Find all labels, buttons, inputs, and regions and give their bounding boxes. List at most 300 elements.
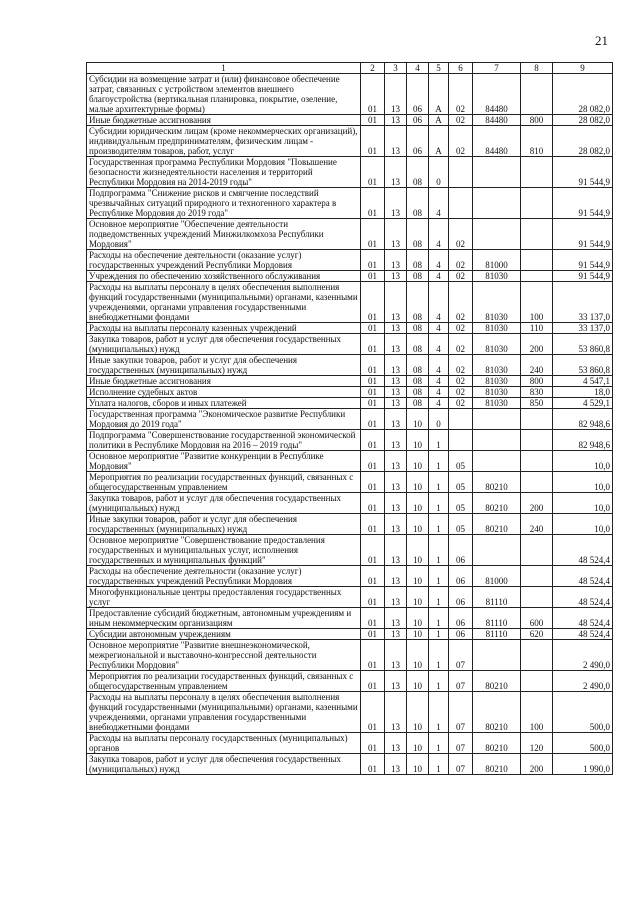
row-code-cell: 01 [361,514,385,535]
row-code-cell: 01 [361,219,385,250]
row-amount-cell: 1 990,0 [553,754,613,775]
row-code-cell: 13 [385,472,407,493]
header-cell: 2 [361,63,385,74]
row-code-cell: 10 [407,472,429,493]
row-code-cell: 08 [407,157,429,188]
row-code-cell: 4 [429,271,449,282]
row-code-cell: 02 [449,398,473,409]
row-code-cell: 200 [521,334,553,355]
row-code-cell: 13 [385,754,407,775]
row-code-cell: 13 [385,219,407,250]
table-row [87,387,613,398]
row-code-cell: 4 [429,250,449,271]
row-amount-cell: 10,0 [553,472,613,493]
row-code-cell: 13 [385,566,407,587]
row-code-cell [521,451,553,472]
row-code-cell: 13 [385,451,407,472]
row-code-cell: 01 [361,640,385,671]
row-amount-cell: 91 544,9 [553,188,613,219]
table-row [87,271,613,282]
row-code-cell: 84480 [473,74,521,115]
row-code-cell: 800 [521,115,553,126]
row-code-cell: 01 [361,430,385,451]
row-code-cell: 4 [429,334,449,355]
header-cell: 6 [449,63,473,74]
row-code-cell: 1 [429,472,449,493]
row-code-cell [521,640,553,671]
row-name-cell: Исполнение судебных актов [87,387,361,398]
table-row [87,671,613,692]
row-code-cell: 05 [449,493,473,514]
row-code-cell: 1 [429,671,449,692]
row-code-cell: 08 [407,188,429,219]
row-amount-cell: 48 524,4 [553,566,613,587]
header-row [87,63,613,74]
row-code-cell [521,472,553,493]
row-code-cell [473,409,521,430]
row-code-cell: 13 [385,430,407,451]
row-code-cell: 06 [407,126,429,157]
row-code-cell: 02 [449,334,473,355]
row-code-cell: 81030 [473,355,521,376]
row-amount-cell: 500,0 [553,733,613,754]
row-name-cell: Субсидии юридическим лицам (кроме некоммерческих организаций), индивидуальным предпринимателям, физическим лицам - производителям товаров, работ, услуг [87,126,361,157]
row-amount-cell: 82 948,6 [553,409,613,430]
row-code-cell: А [429,74,449,115]
row-code-cell: 01 [361,157,385,188]
row-code-cell: 10 [407,754,429,775]
row-code-cell: 01 [361,387,385,398]
row-code-cell: 4 [429,398,449,409]
row-code-cell: 1 [429,535,449,566]
row-code-cell [521,587,553,608]
row-code-cell: 02 [449,387,473,398]
row-name-cell: Основное мероприятие "Совершенствование предоставления государственных и муниципальных услуг, исполнения государственных и муниципальных функций" [87,535,361,566]
row-code-cell [473,219,521,250]
row-code-cell: 13 [385,323,407,334]
row-code-cell: 13 [385,640,407,671]
table-row [87,219,613,250]
row-name-cell: Закупка товаров, работ и услуг для обеспечения государственных (муниципальных) нужд [87,493,361,514]
row-code-cell: 01 [361,115,385,126]
row-code-cell [449,188,473,219]
row-code-cell: 4 [429,376,449,387]
header-cell: 4 [407,63,429,74]
row-code-cell: 01 [361,692,385,733]
row-code-cell: 13 [385,514,407,535]
row-code-cell: 13 [385,376,407,387]
row-code-cell: 02 [449,250,473,271]
row-amount-cell: 91 544,9 [553,271,613,282]
row-code-cell: 02 [449,323,473,334]
row-code-cell: 01 [361,409,385,430]
row-code-cell: 1 [429,640,449,671]
row-amount-cell: 10,0 [553,514,613,535]
header-cell: 8 [521,63,553,74]
row-code-cell: 06 [449,629,473,640]
row-code-cell: 10 [407,566,429,587]
row-code-cell: 08 [407,250,429,271]
page-number: 21 [595,33,608,48]
row-name-cell: Мероприятия по реализации государственных функций, связанных с общегосударственным управлением [87,472,361,493]
row-name-cell: Расходы на обеспечение деятельности (оказание услуг) государственных учреждений Республики Мордовия [87,566,361,587]
row-code-cell: 01 [361,398,385,409]
row-code-cell: 13 [385,334,407,355]
header-cell: 5 [429,63,449,74]
row-name-cell: Основное мероприятие "Развитие конкуренции в Республике Мордовия" [87,451,361,472]
row-code-cell: 07 [449,640,473,671]
row-code-cell: 620 [521,629,553,640]
row-code-cell: 0 [429,409,449,430]
table-row [87,282,613,323]
row-amount-cell: 91 544,9 [553,250,613,271]
table-row [87,250,613,271]
row-code-cell: 4 [429,355,449,376]
row-code-cell: 01 [361,334,385,355]
row-code-cell: 80210 [473,692,521,733]
row-code-cell: 08 [407,387,429,398]
row-name-cell: Закупка товаров, работ и услуг для обеспечения государственных (муниципальных) нужд [87,334,361,355]
row-amount-cell: 28 082,0 [553,126,613,157]
budget-table [86,62,613,775]
row-code-cell [521,219,553,250]
row-name-cell: Расходы на выплаты персоналу казенных учреждений [87,323,361,334]
table-row [87,514,613,535]
table-row [87,472,613,493]
row-code-cell [521,671,553,692]
header-cell: 3 [385,63,407,74]
row-name-cell: Иные закупки товаров, работ и услуг для обеспечения государственных (муниципальных) нужд [87,355,361,376]
row-amount-cell: 48 524,4 [553,629,613,640]
row-code-cell: 07 [449,671,473,692]
table-row [87,640,613,671]
row-code-cell: 1 [429,608,449,629]
row-amount-cell: 53 860,8 [553,355,613,376]
row-code-cell [521,566,553,587]
row-name-cell: Государственная программа "Экономическое развитие Республики Мордовия до 2019 года" [87,409,361,430]
row-code-cell: 81030 [473,398,521,409]
table-row [87,608,613,629]
header-cell: 1 [87,63,361,74]
row-code-cell: 06 [449,608,473,629]
row-code-cell: 01 [361,74,385,115]
row-code-cell: 80210 [473,493,521,514]
row-name-cell: Основное мероприятие "Обеспечение деятельности подведомственных учреждений Минжилкомхоза Республики Мордовия" [87,219,361,250]
table-row [87,629,613,640]
row-code-cell: 10 [407,493,429,514]
table-row [87,157,613,188]
row-code-cell: 120 [521,733,553,754]
row-code-cell: 110 [521,323,553,334]
row-code-cell: 10 [407,692,429,733]
row-code-cell: 200 [521,754,553,775]
row-code-cell: 80210 [473,733,521,754]
row-code-cell [473,188,521,219]
row-code-cell: 01 [361,451,385,472]
row-code-cell: 01 [361,629,385,640]
row-code-cell: 10 [407,733,429,754]
row-code-cell: 13 [385,387,407,398]
row-code-cell: 1 [429,566,449,587]
row-code-cell: 10 [407,535,429,566]
row-code-cell: 81110 [473,629,521,640]
table-row [87,535,613,566]
row-code-cell [521,430,553,451]
row-code-cell: 08 [407,219,429,250]
row-code-cell: 07 [449,754,473,775]
row-code-cell: 10 [407,640,429,671]
row-code-cell: 01 [361,608,385,629]
row-code-cell: 08 [407,323,429,334]
row-code-cell: 1 [429,754,449,775]
table-row [87,323,613,334]
row-amount-cell: 2 490,0 [553,671,613,692]
row-code-cell: 02 [449,271,473,282]
row-code-cell [473,535,521,566]
row-code-cell: 06 [407,74,429,115]
table-row [87,430,613,451]
row-code-cell [521,271,553,282]
row-code-cell: 01 [361,126,385,157]
row-amount-cell: 82 948,6 [553,430,613,451]
row-code-cell: 1 [429,451,449,472]
row-code-cell: 81110 [473,587,521,608]
row-amount-cell: 48 524,4 [553,535,613,566]
table-row [87,451,613,472]
row-code-cell: 80210 [473,514,521,535]
row-code-cell: 13 [385,398,407,409]
row-code-cell: 81030 [473,376,521,387]
row-code-cell: 01 [361,671,385,692]
row-code-cell: 10 [407,430,429,451]
row-amount-cell: 18,0 [553,387,613,398]
row-amount-cell: 500,0 [553,692,613,733]
row-code-cell: 08 [407,334,429,355]
row-code-cell: 01 [361,535,385,566]
row-code-cell: 08 [407,282,429,323]
row-code-cell: 81030 [473,271,521,282]
row-code-cell: 01 [361,188,385,219]
row-name-cell: Учреждения по обеспечению хозяйственного обслуживания [87,271,361,282]
row-code-cell: 06 [449,587,473,608]
row-code-cell: 1 [429,430,449,451]
table-row [87,754,613,775]
row-name-cell: Расходы на обеспечение деятельности (оказание услуг) государственных учреждений Республики Мордовия [87,250,361,271]
row-code-cell: 4 [429,219,449,250]
row-code-cell: 13 [385,115,407,126]
row-code-cell: 10 [407,451,429,472]
row-code-cell: 01 [361,733,385,754]
row-code-cell: 80210 [473,671,521,692]
row-code-cell: 100 [521,282,553,323]
row-code-cell: 02 [449,115,473,126]
row-code-cell: 13 [385,409,407,430]
row-code-cell [521,535,553,566]
row-code-cell: 13 [385,493,407,514]
row-name-cell: Основное мероприятие "Развитие внешнеэкономической, межрегиональной и выставочно-конгрессной деятельности Республики Мордовия" [87,640,361,671]
row-name-cell: Предоставление субсидий бюджетным, автономным учреждениям и иным некоммерческим организациям [87,608,361,629]
row-code-cell: 13 [385,535,407,566]
row-code-cell [521,157,553,188]
table-row [87,409,613,430]
row-code-cell: 13 [385,74,407,115]
row-code-cell: 4 [429,188,449,219]
table-row [87,115,613,126]
row-code-cell: 06 [449,535,473,566]
row-code-cell: 07 [449,692,473,733]
row-code-cell: 06 [449,566,473,587]
row-name-cell: Подпрограмма "Снижение рисков и смягчение последствий чрезвычайных ситуаций природного и техногенного характера в Республике Мордовия до 2019 года" [87,188,361,219]
table-row [87,733,613,754]
row-code-cell: 240 [521,514,553,535]
row-code-cell: 80210 [473,754,521,775]
row-amount-cell: 33 137,0 [553,323,613,334]
row-name-cell: Субсидии на возмещение затрат и (или) финансовое обеспечение затрат, связанных с устройством элементов внешнего благоустройства (вертикальная планировка, покрытие, озеление, малые архитектурные формы) [87,74,361,115]
row-code-cell: 4 [429,282,449,323]
row-code-cell: 10 [407,608,429,629]
row-code-cell: 01 [361,271,385,282]
row-code-cell [449,430,473,451]
row-code-cell: 13 [385,271,407,282]
row-name-cell: Подпрограмма "Совершенствование государственной экономической политики в Республике Мордовия на 2016 – 2019 годы" [87,430,361,451]
row-code-cell: 240 [521,355,553,376]
row-code-cell: 01 [361,376,385,387]
row-code-cell: 13 [385,587,407,608]
table-row [87,587,613,608]
row-code-cell: 02 [449,282,473,323]
row-code-cell: 100 [521,692,553,733]
row-amount-cell: 53 860,8 [553,334,613,355]
row-code-cell: 01 [361,566,385,587]
row-amount-cell: 91 544,9 [553,219,613,250]
row-code-cell: 10 [407,629,429,640]
row-name-cell: Иные бюджетные ассигнования [87,115,361,126]
row-code-cell [521,409,553,430]
row-name-cell: Многофункциональные центры предоставления государственных услуг [87,587,361,608]
row-code-cell: 1 [429,587,449,608]
row-name-cell: Государственная программа Республики Мордовия "Повышение безопасности жизнедеятельности населения и территорий Республики Мордовия на 2014-2019 годы" [87,157,361,188]
row-code-cell: 1 [429,514,449,535]
row-amount-cell: 10,0 [553,493,613,514]
row-code-cell: 81000 [473,566,521,587]
row-name-cell: Субсидии автономным учреждениям [87,629,361,640]
row-name-cell: Иные закупки товаров, работ и услуг для обеспечения государственных (муниципальных) нужд [87,514,361,535]
row-code-cell: 01 [361,754,385,775]
row-code-cell [521,250,553,271]
row-code-cell: 10 [407,671,429,692]
table-row [87,355,613,376]
row-code-cell: А [429,115,449,126]
row-code-cell: 13 [385,126,407,157]
row-code-cell: 84480 [473,126,521,157]
header-cell: 9 [553,63,613,74]
row-name-cell: Мероприятия по реализации государственных функций, связанных с общегосударственным управлением [87,671,361,692]
row-code-cell: 1 [429,692,449,733]
row-code-cell: 4 [429,323,449,334]
table-row [87,493,613,514]
header-cell: 7 [473,63,521,74]
row-code-cell: 13 [385,671,407,692]
row-code-cell: 10 [407,587,429,608]
row-code-cell: 800 [521,376,553,387]
row-code-cell [521,74,553,115]
row-name-cell: Иные бюджетные ассигнования [87,376,361,387]
row-code-cell: 05 [449,451,473,472]
row-code-cell: 200 [521,493,553,514]
row-code-cell: 850 [521,398,553,409]
row-code-cell: 600 [521,608,553,629]
row-code-cell: 01 [361,472,385,493]
row-code-cell: 80210 [473,472,521,493]
row-amount-cell: 10,0 [553,451,613,472]
row-code-cell: 01 [361,250,385,271]
row-code-cell: 1 [429,733,449,754]
row-name-cell: Расходы на выплаты персоналу в целях обеспечения выполнения функций государственными (муниципальными) органами, казенными учреждениями, органами управления государственными внебюджетными фондами [87,282,361,323]
row-code-cell: 02 [449,355,473,376]
row-code-cell: 06 [407,115,429,126]
row-code-cell: 08 [407,398,429,409]
table-row [87,334,613,355]
row-code-cell: 13 [385,282,407,323]
row-amount-cell: 48 524,4 [553,608,613,629]
row-amount-cell: 2 490,0 [553,640,613,671]
row-code-cell: 08 [407,271,429,282]
row-code-cell: 81030 [473,334,521,355]
row-name-cell: Расходы на выплаты персоналу в целях обеспечения выполнения функций государственными (муниципальными) органами, казенными учреждениями, органами управления государственными внебюджетными фондами [87,692,361,733]
table-row [87,398,613,409]
row-code-cell: 84480 [473,115,521,126]
row-code-cell: 81000 [473,250,521,271]
table-row [87,126,613,157]
row-code-cell [449,409,473,430]
row-code-cell: 08 [407,355,429,376]
row-code-cell: 13 [385,733,407,754]
row-code-cell [473,430,521,451]
row-code-cell: 10 [407,409,429,430]
row-code-cell: 10 [407,514,429,535]
row-amount-cell: 28 082,0 [553,115,613,126]
row-code-cell: 81030 [473,387,521,398]
row-code-cell: 13 [385,355,407,376]
row-code-cell: 01 [361,282,385,323]
row-code-cell: 02 [449,126,473,157]
table-row [87,692,613,733]
row-code-cell [473,451,521,472]
row-code-cell: 02 [449,376,473,387]
table-row [87,566,613,587]
row-code-cell [521,188,553,219]
row-amount-cell: 48 524,4 [553,587,613,608]
row-code-cell: 02 [449,74,473,115]
row-code-cell: 01 [361,323,385,334]
row-code-cell: 81110 [473,608,521,629]
row-code-cell: 81030 [473,282,521,323]
row-code-cell: 810 [521,126,553,157]
table-body [87,74,613,775]
row-amount-cell: 4 529,1 [553,398,613,409]
row-code-cell [449,157,473,188]
row-code-cell: 05 [449,514,473,535]
row-amount-cell: 33 137,0 [553,282,613,323]
row-code-cell: 08 [407,376,429,387]
row-code-cell: А [429,126,449,157]
row-code-cell [473,157,521,188]
table-row [87,74,613,115]
row-code-cell: 1 [429,629,449,640]
row-code-cell: 13 [385,157,407,188]
row-name-cell: Уплата налогов, сборов и иных платежей [87,398,361,409]
row-code-cell: 13 [385,250,407,271]
